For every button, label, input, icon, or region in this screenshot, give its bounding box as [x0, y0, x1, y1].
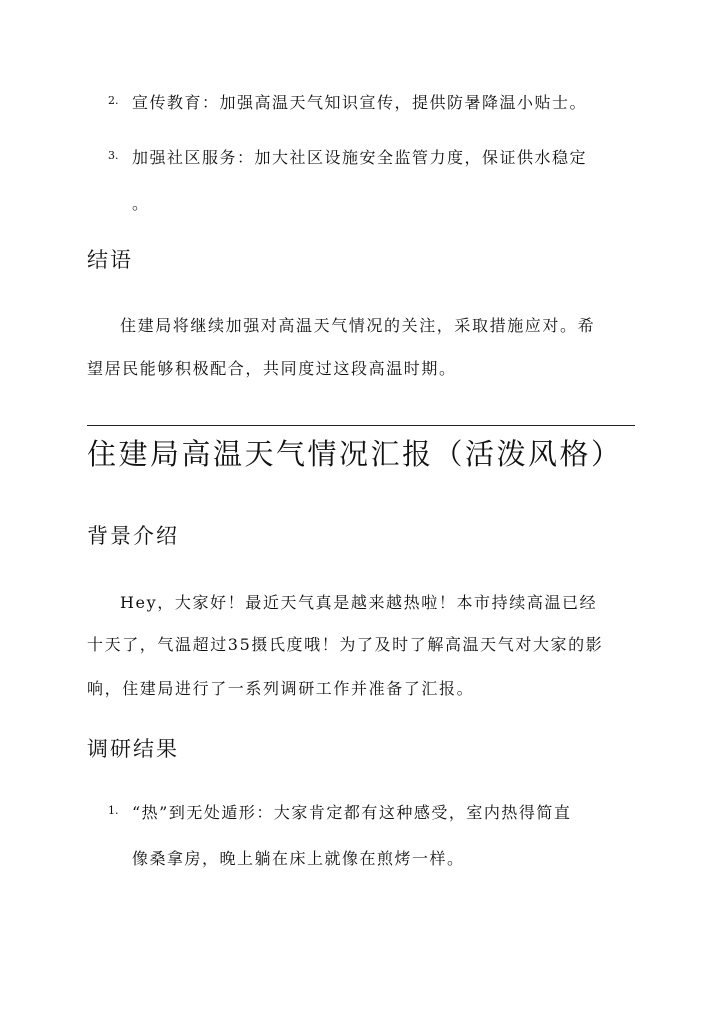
background-line: 十天了，气温超过35摄氏度哦！为了及时了解高温天气对大家的影 [87, 635, 604, 654]
list-item-text-continued: 。 [132, 194, 150, 213]
research-heading: 调研结果 [87, 737, 179, 761]
section-divider [87, 425, 635, 426]
background-line: Hey，大家好！最近天气真是越来越热啦！本市持续高温已经 [120, 593, 598, 612]
list-item-text: 加强社区服务：加大社区设施安全监管力度，保证供水稳定 [132, 148, 588, 167]
background-heading: 背景介绍 [87, 524, 179, 548]
conclusion-heading: 结语 [87, 248, 133, 272]
list-number: 1. [108, 804, 119, 817]
conclusion-line: 住建局将继续加强对高温天气情况的关注，采取措施应对。希 [120, 316, 596, 335]
list-item-text: 宣传教育：加强高温天气知识宣传，提供防暑降温小贴士。 [132, 93, 588, 112]
conclusion-line: 望居民能够积极配合，共同度过这段高温时期。 [87, 359, 457, 378]
list-item-text-continued: 像桑拿房，晚上躺在床上就像在煎烤一样。 [132, 849, 465, 868]
list-number: 2. [108, 94, 119, 107]
document-title: 住建局高温天气情况汇报（活泼风格） [87, 437, 623, 471]
list-number: 3. [108, 149, 119, 162]
background-line: 响，住建局进行了一系列调研工作并准备了汇报。 [87, 679, 475, 698]
list-item-text: “热”到无处遁形：大家肯定都有这种感受，室内热得简直 [132, 803, 572, 822]
